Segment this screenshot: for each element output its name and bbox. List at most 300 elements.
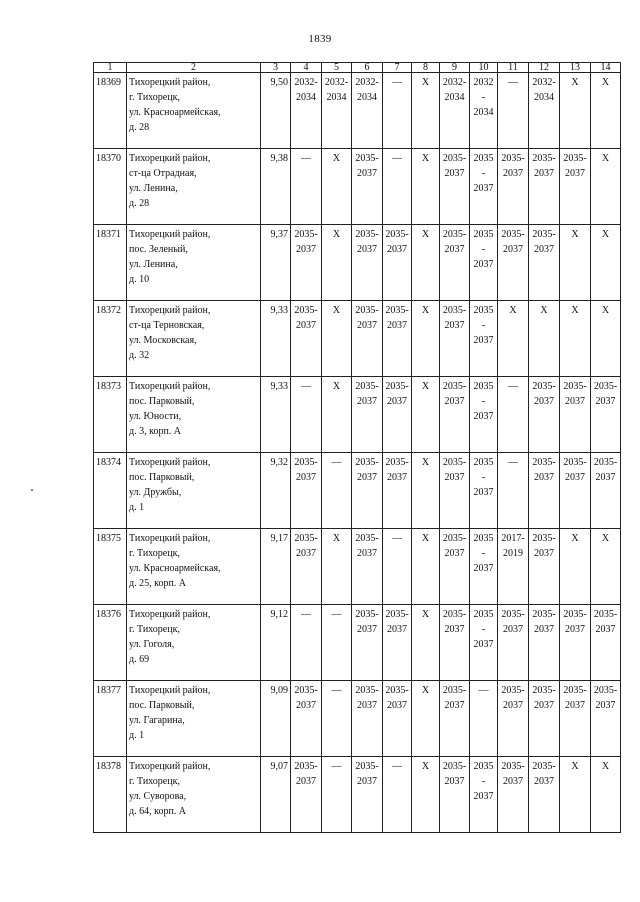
year-range-cell-c5 [322, 73, 352, 149]
year-range-line: 2037 [473, 335, 494, 346]
address-line: д. 28 [129, 198, 150, 209]
year-range-line: 2037 [473, 259, 494, 270]
address-cell [127, 73, 261, 149]
mark-symbol: — [478, 685, 489, 696]
year-range-line: 2035- [473, 305, 494, 331]
mark-symbol: X [601, 761, 610, 772]
year-range-line: 2035- [532, 457, 556, 468]
year-range-line: 2035- [355, 457, 379, 468]
mark-cell-c14 [591, 757, 621, 833]
year-range-cell-c6 [352, 149, 383, 225]
address-line: ул. Гагарина, [129, 715, 185, 726]
year-range-line: 2035- [294, 305, 318, 316]
mark-symbol: X [601, 153, 610, 164]
column-header-1: 1 [94, 63, 127, 73]
mark-cell-c4 [291, 149, 322, 225]
year-range-line: 2037 [357, 548, 377, 559]
record-number-cell: 18370 [94, 149, 127, 225]
year-range-line: 2035- [355, 533, 379, 544]
year-range-line: 2035- [501, 609, 525, 620]
year-range-cell-c11 [498, 605, 529, 681]
mark-symbol: — [508, 457, 518, 468]
mark-cell-c7 [383, 73, 412, 149]
year-range-line: 2032- [442, 77, 467, 88]
year-range-line: 2037 [595, 624, 616, 635]
mark-cell-c7 [383, 757, 412, 833]
year-range-cell-c9 [440, 681, 470, 757]
year-range-line: 2035- [563, 153, 587, 164]
year-range-line: 2035- [442, 761, 467, 772]
mark-symbol: X [601, 77, 610, 88]
year-range-cell-c7 [383, 225, 412, 301]
year-range-line: 2037 [534, 548, 554, 559]
year-range-cell-c12 [529, 225, 560, 301]
year-range-cell-c13 [560, 149, 591, 225]
year-range-line: 2037 [565, 472, 585, 483]
value-cell: 9,50 [261, 73, 291, 149]
year-range-line: 2037 [595, 700, 616, 711]
year-range-line: 2037 [595, 396, 616, 407]
mark-cell-c13 [560, 225, 591, 301]
address-line: Тихорецкий район, [129, 457, 211, 468]
address-line: д. 64, корп. А [129, 806, 187, 817]
mark-symbol: X [601, 533, 610, 544]
year-range-cell-c9 [440, 377, 470, 453]
value-cell: 9,38 [261, 149, 291, 225]
year-range-line: 2035- [532, 533, 556, 544]
year-range-cell-c10 [470, 149, 498, 225]
year-range-line: 2037 [357, 700, 377, 711]
year-range-line: 2037 [357, 168, 377, 179]
year-range-line: 2035- [355, 381, 379, 392]
year-range-line: 2035- [532, 609, 556, 620]
year-range-line: 2037 [534, 472, 554, 483]
address-line: Тихорецкий район, [129, 229, 211, 240]
year-range-line: 2037 [444, 624, 465, 635]
scan-speck [31, 489, 33, 491]
table-row [94, 529, 621, 605]
address-line: д. 10 [129, 274, 150, 285]
year-range-cell-c7 [383, 453, 412, 529]
year-range-cell-c10 [470, 529, 498, 605]
year-range-line: 2037 [387, 320, 407, 331]
address-line: г. Тихорецк, [129, 776, 180, 787]
address-line: Тихорецкий район, [129, 381, 211, 392]
mark-symbol: X [601, 305, 610, 316]
value-cell: 9,07 [261, 757, 291, 833]
mark-symbol: X [421, 381, 430, 392]
address-line: ул. Юности, [129, 411, 182, 422]
year-range-cell-c9 [440, 605, 470, 681]
year-range-line: 2037 [473, 487, 494, 498]
record-number-cell: 18377 [94, 681, 127, 757]
mark-symbol: X [571, 77, 579, 88]
value-cell: 9,12 [261, 605, 291, 681]
year-range-cell-c6 [352, 453, 383, 529]
address-line: Тихорецкий район, [129, 305, 211, 316]
year-range-line: 2035- [501, 761, 525, 772]
year-range-line: 2035- [355, 153, 379, 164]
year-range-cell-c12 [529, 453, 560, 529]
year-range-cell-c9 [440, 149, 470, 225]
year-range-cell-c6 [352, 377, 383, 453]
mark-cell-c5 [322, 453, 352, 529]
year-range-line: 2035- [473, 609, 494, 635]
mark-symbol: X [601, 229, 610, 240]
year-range-line: 2034 [296, 92, 316, 103]
table-row [94, 681, 621, 757]
mark-symbol: X [421, 305, 430, 316]
year-range-cell-c13 [560, 605, 591, 681]
year-range-line: 2035- [501, 685, 525, 696]
year-range-cell-c13 [560, 681, 591, 757]
mark-cell-c8 [412, 757, 440, 833]
column-header-4: 4 [291, 63, 322, 73]
year-range-cell-c4 [291, 453, 322, 529]
year-range-line: 2035- [294, 457, 318, 468]
address-line: д. 28 [129, 122, 150, 133]
year-range-line: 2035- [442, 153, 467, 164]
table-header-row [94, 63, 621, 73]
mark-symbol: X [421, 229, 430, 240]
record-number-cell: 18373 [94, 377, 127, 453]
value-cell: 9,33 [261, 377, 291, 453]
mark-cell-c8 [412, 301, 440, 377]
address-cell [127, 225, 261, 301]
address-cell [127, 453, 261, 529]
mark-cell-c13 [560, 757, 591, 833]
year-range-line: 2037 [503, 624, 523, 635]
address-line: ул. Московская, [129, 335, 197, 346]
address-line: Тихорецкий район, [129, 533, 211, 544]
address-line: ст-ца Отрадная, [129, 168, 197, 179]
table-row [94, 757, 621, 833]
table-row [94, 377, 621, 453]
mark-symbol: — [508, 381, 518, 392]
year-range-line: 2037 [357, 396, 377, 407]
year-range-line: 2037 [296, 776, 316, 787]
value-cell: 9,09 [261, 681, 291, 757]
year-range-cell-c12 [529, 757, 560, 833]
address-cell [127, 757, 261, 833]
mark-symbol: X [332, 381, 341, 392]
year-range-cell-c10 [470, 453, 498, 529]
column-header-11: 11 [498, 63, 529, 73]
year-range-line: 2037 [473, 183, 494, 194]
year-range-cell-c14 [591, 453, 621, 529]
mark-symbol: — [392, 533, 402, 544]
mark-cell-c5 [322, 529, 352, 605]
year-range-line: 2037 [296, 244, 316, 255]
mark-cell-c4 [291, 605, 322, 681]
year-range-cell-c13 [560, 377, 591, 453]
year-range-line: 2037 [444, 396, 465, 407]
column-header-12: 12 [529, 63, 560, 73]
year-range-line: 2037 [503, 168, 523, 179]
year-range-cell-c4 [291, 757, 322, 833]
year-range-line: 2035- [355, 609, 379, 620]
column-header-8: 8 [412, 63, 440, 73]
mark-cell-c7 [383, 529, 412, 605]
year-range-line: 2035- [355, 685, 379, 696]
year-range-line: 2037 [534, 244, 554, 255]
year-range-cell-c10 [470, 301, 498, 377]
mark-symbol: X [509, 305, 517, 316]
year-range-line: 2034 [326, 92, 347, 103]
year-range-cell-c6 [352, 301, 383, 377]
table-row [94, 453, 621, 529]
mark-symbol: X [421, 685, 430, 696]
year-range-line: 2032- [324, 77, 349, 88]
address-cell [127, 605, 261, 681]
year-range-line: 2035- [563, 381, 587, 392]
year-range-line: 2037 [296, 320, 316, 331]
mark-cell-c8 [412, 453, 440, 529]
year-range-cell-c4 [291, 681, 322, 757]
year-range-line: 2037 [296, 700, 316, 711]
year-range-line: 2035- [385, 609, 409, 620]
mark-cell-c8 [412, 529, 440, 605]
mark-symbol: — [331, 457, 342, 468]
mark-cell-c4 [291, 377, 322, 453]
address-cell [127, 529, 261, 605]
mark-cell-c11 [498, 453, 529, 529]
mark-symbol: — [301, 609, 311, 620]
year-range-cell-c7 [383, 605, 412, 681]
mark-symbol: — [331, 685, 342, 696]
address-line: д. 1 [129, 730, 145, 741]
record-number-cell: 18369 [94, 73, 127, 149]
year-range-cell-c9 [440, 453, 470, 529]
mark-symbol: X [332, 153, 341, 164]
year-range-line: 2037 [387, 244, 407, 255]
year-range-cell-c12 [529, 605, 560, 681]
mark-symbol: X [540, 305, 548, 316]
address-line: д. 1 [129, 502, 145, 513]
mark-symbol: X [332, 305, 341, 316]
address-line: пос. Парковый, [129, 396, 195, 407]
year-range-line: 2037 [444, 244, 465, 255]
year-range-cell-c6 [352, 73, 383, 149]
mark-cell-c13 [560, 73, 591, 149]
address-line: г. Тихорецк, [129, 624, 180, 635]
year-range-line: 2037 [534, 624, 554, 635]
year-range-line: 2035- [563, 685, 587, 696]
year-range-cell-c12 [529, 73, 560, 149]
year-range-cell-c7 [383, 681, 412, 757]
address-line: Тихорецкий район, [129, 77, 211, 88]
year-range-line: 2037 [473, 639, 494, 650]
year-range-line: 2032- [473, 77, 494, 103]
address-line: ул. Дружбы, [129, 487, 182, 498]
address-line: г. Тихорецк, [129, 548, 180, 559]
column-header-14: 14 [591, 63, 621, 73]
mark-symbol: X [571, 229, 579, 240]
mark-cell-c13 [560, 529, 591, 605]
mark-symbol: X [421, 153, 430, 164]
mark-cell-c5 [322, 757, 352, 833]
address-line: пос. Парковый, [129, 472, 195, 483]
mark-symbol: — [331, 761, 342, 772]
address-line: ул. Суворова, [129, 791, 187, 802]
year-range-cell-c12 [529, 529, 560, 605]
year-range-cell-c6 [352, 757, 383, 833]
mark-symbol: X [421, 533, 430, 544]
year-range-line: 2037 [444, 548, 465, 559]
year-range-line: 2035- [385, 305, 409, 316]
table-row [94, 301, 621, 377]
year-range-line: 2037 [534, 396, 554, 407]
year-range-line: 2035- [385, 229, 409, 240]
year-range-line: 2035- [442, 229, 467, 240]
mark-cell-c11 [498, 301, 529, 377]
year-range-line: 2037 [357, 776, 377, 787]
year-range-cell-c4 [291, 529, 322, 605]
address-line: д. 32 [129, 350, 150, 361]
year-range-line: 2037 [473, 791, 494, 802]
year-range-cell-c11 [498, 225, 529, 301]
mark-cell-c5 [322, 681, 352, 757]
address-cell [127, 149, 261, 225]
mark-cell-c5 [322, 377, 352, 453]
year-range-line: 2037 [444, 168, 465, 179]
year-range-line: 2037 [387, 396, 407, 407]
year-range-line: 2037 [357, 624, 377, 635]
year-range-line: 2037 [444, 320, 465, 331]
mark-symbol: — [301, 153, 311, 164]
table-row [94, 605, 621, 681]
year-range-line: 2037 [357, 472, 377, 483]
year-range-line: 2037 [473, 411, 494, 422]
address-line: пос. Зеленый, [129, 244, 188, 255]
mark-cell-c5 [322, 301, 352, 377]
year-range-line: 2032- [355, 77, 379, 88]
record-number-cell: 18374 [94, 453, 127, 529]
mark-symbol: X [571, 305, 579, 316]
year-range-cell-c14 [591, 605, 621, 681]
mark-symbol: X [571, 533, 579, 544]
year-range-line: 2037 [387, 472, 407, 483]
year-range-cell-c11 [498, 757, 529, 833]
year-range-line: 2035- [473, 533, 494, 559]
year-range-cell-c6 [352, 681, 383, 757]
year-range-line: 2035- [442, 609, 467, 620]
address-line: Тихорецкий район, [129, 609, 211, 620]
year-range-line: 2035- [442, 533, 467, 544]
mark-cell-c8 [412, 73, 440, 149]
year-range-cell-c7 [383, 377, 412, 453]
column-header-13: 13 [560, 63, 591, 73]
mark-cell-c11 [498, 377, 529, 453]
address-cell [127, 377, 261, 453]
year-range-line: 2034 [357, 92, 377, 103]
year-range-line: 2035- [442, 685, 467, 696]
year-range-cell-c12 [529, 681, 560, 757]
year-range-cell-c11 [498, 529, 529, 605]
year-range-line: 2035- [473, 457, 494, 483]
mark-cell-c8 [412, 377, 440, 453]
year-range-cell-c4 [291, 301, 322, 377]
address-cell [127, 301, 261, 377]
year-range-line: 2035- [473, 229, 494, 255]
mark-symbol: X [421, 609, 430, 620]
value-cell: 9,32 [261, 453, 291, 529]
mark-cell-c8 [412, 681, 440, 757]
mark-symbol: — [331, 609, 342, 620]
address-line: д. 25, корп. А [129, 578, 187, 589]
year-range-line: 2037 [534, 168, 554, 179]
year-range-line: 2037 [296, 472, 316, 483]
year-range-cell-c10 [470, 605, 498, 681]
year-range-line: 2035- [442, 381, 467, 392]
page-number: 1839 [308, 33, 332, 45]
mark-symbol: — [392, 77, 402, 88]
year-range-line: 2035- [355, 761, 379, 772]
mark-cell-c14 [591, 301, 621, 377]
address-line: Тихорецкий район, [129, 761, 211, 772]
column-header-5: 5 [322, 63, 352, 73]
table-row [94, 73, 621, 149]
address-line: ул. Ленина, [129, 183, 178, 194]
mark-symbol: — [392, 153, 402, 164]
year-range-line: 2032- [532, 77, 556, 88]
year-range-cell-c12 [529, 149, 560, 225]
mark-cell-c8 [412, 225, 440, 301]
year-range-cell-c10 [470, 225, 498, 301]
year-range-line: 2035- [532, 153, 556, 164]
year-range-line: 2035- [501, 153, 525, 164]
mark-cell-c12 [529, 301, 560, 377]
address-line: ул. Ленина, [129, 259, 178, 270]
year-range-line: 2035- [294, 229, 318, 240]
year-range-line: 2037 [565, 396, 585, 407]
year-range-cell-c7 [383, 301, 412, 377]
year-range-line: 2034 [444, 92, 465, 103]
year-range-cell-c14 [591, 681, 621, 757]
value-cell: 9,37 [261, 225, 291, 301]
year-range-cell-c10 [470, 73, 498, 149]
year-range-line: 2037 [503, 244, 523, 255]
year-range-cell-c12 [529, 377, 560, 453]
value-cell: 9,17 [261, 529, 291, 605]
year-range-line: 2034 [534, 92, 554, 103]
year-range-line: 2035- [473, 153, 494, 179]
year-range-cell-c4 [291, 225, 322, 301]
year-range-line: 2037 [444, 472, 465, 483]
year-range-line: 2035- [593, 609, 618, 620]
year-range-line: 2035- [442, 305, 467, 316]
year-range-line: 2035- [501, 229, 525, 240]
address-line: г. Тихорецк, [129, 92, 180, 103]
column-header-3: 3 [261, 63, 291, 73]
mark-cell-c5 [322, 225, 352, 301]
year-range-line: 2035- [563, 609, 587, 620]
column-header-10: 10 [470, 63, 498, 73]
mark-symbol: X [421, 457, 430, 468]
year-range-line: 2037 [357, 320, 377, 331]
year-range-cell-c14 [591, 377, 621, 453]
year-range-line: 2037 [534, 776, 554, 787]
mark-cell-c14 [591, 149, 621, 225]
year-range-line: 2035- [563, 457, 587, 468]
record-number-cell: 18372 [94, 301, 127, 377]
year-range-cell-c6 [352, 225, 383, 301]
address-line: ул. Красноармейская, [129, 107, 221, 118]
year-range-line: 2037 [387, 700, 407, 711]
year-range-line: 2035- [294, 685, 318, 696]
year-range-cell-c6 [352, 529, 383, 605]
mark-symbol: — [508, 77, 518, 88]
